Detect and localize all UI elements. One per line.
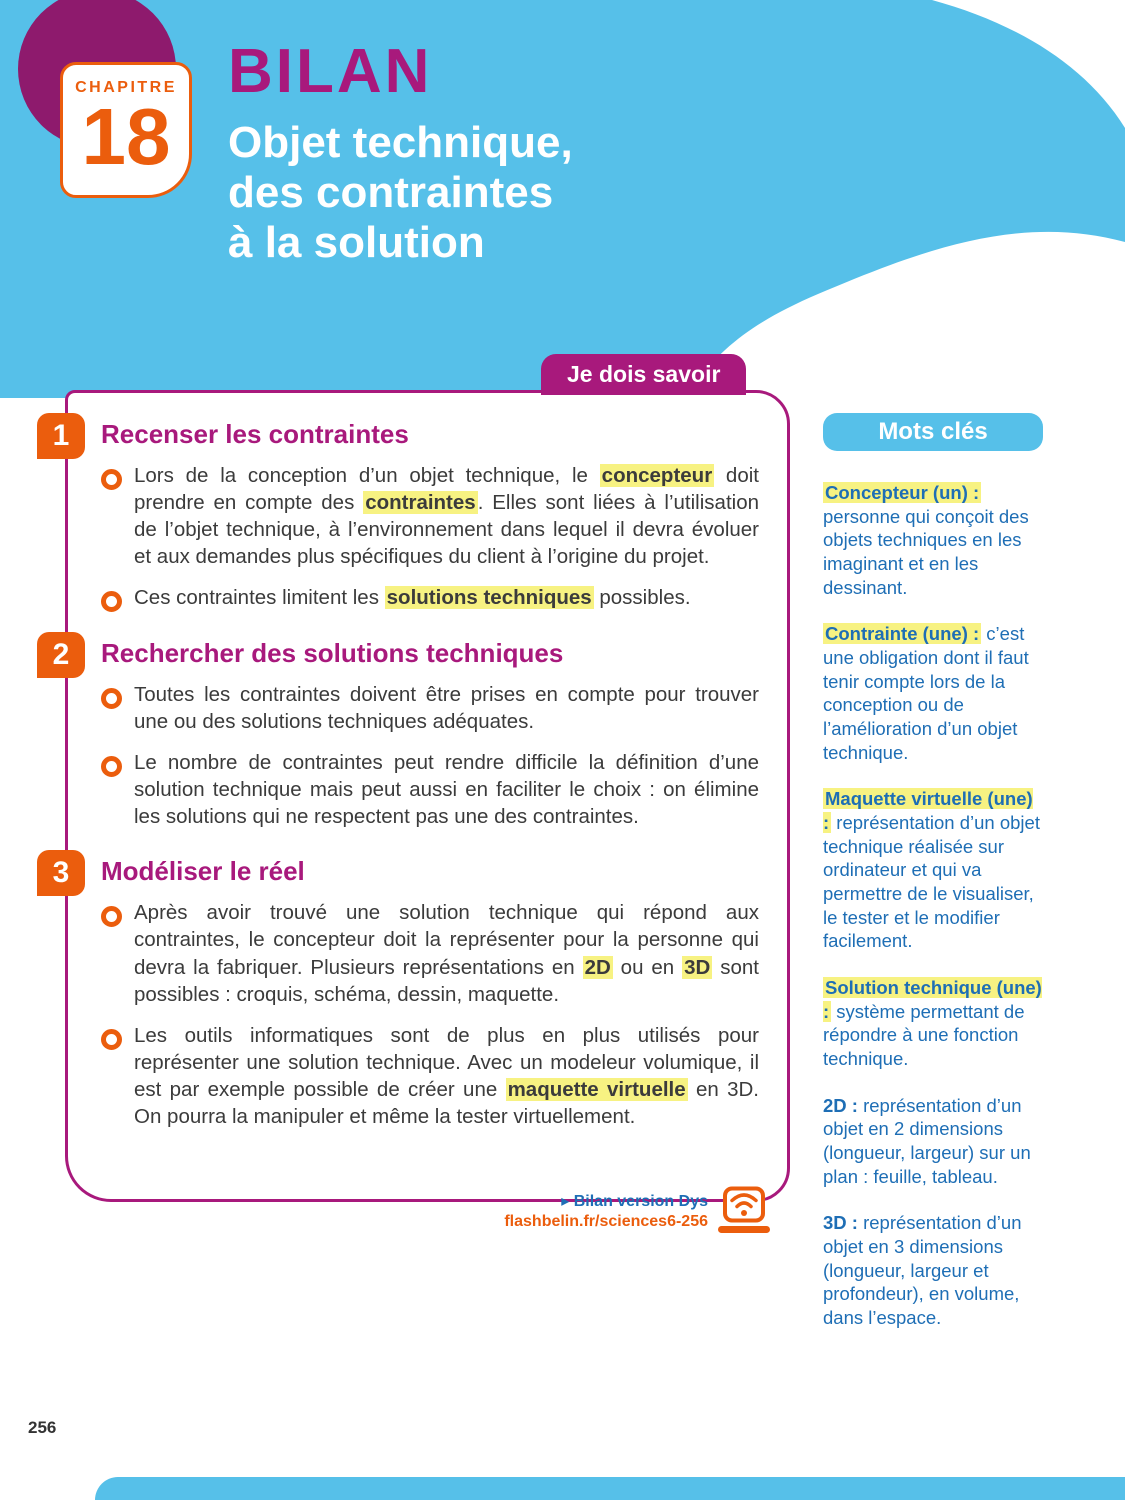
keyword-entry (823, 976, 1043, 1071)
flashbelin-url[interactable]: flashbelin.fr/sciences6-256 (504, 1213, 708, 1230)
keyword-entry (823, 1211, 1043, 1329)
page-title (228, 118, 573, 268)
chapter-number: 18 (81, 92, 171, 181)
chapter-badge (60, 62, 192, 198)
section-title (52, 856, 759, 890)
bullet-text: Après avoir trouvé une solution technique qui répond aux contraintes, le concepteur doit la représenter pour la personne qui devra la fabriquer. Plusieurs représentations en 2D ou en 3D sont possibles : croquis, schéma, dessin, maquette. (134, 901, 759, 1006)
bilan-heading: BILAN (228, 37, 433, 106)
bullet-text: Le nombre de contraintes peut rendre difficile la définition d’une solution technique mais peut aussi en faciliter le choix : on élimine les solutions qui ne respectent pas une des contraintes. (134, 751, 759, 829)
bullet-marker-icon (101, 756, 122, 777)
keyword-definition: représentation d’un objet en 2 dimensions (longueur, largeur) sur un plan : feuille, tableau. (823, 1094, 1031, 1187)
keyword-term: Maquette virtuelle (une) : (823, 788, 1033, 834)
keyword-definition: personne qui conçoit des objets techniques en les imaginant et en les dessinant. (823, 505, 1029, 598)
bullet-text: Toutes les contraintes doivent être prises en compte pour trouver une ou des solutions techniques adéquates. (134, 683, 759, 734)
keyword-definition: c’est une obligation dont il faut tenir compte lors de la conception ou de l’amélioration d’un objet technique. (823, 623, 1029, 763)
section-title-text: Rechercher des solutions techniques (101, 638, 564, 669)
section-number-badge: 2 (37, 632, 85, 678)
section-title (52, 638, 759, 672)
page-number: 256 (28, 1418, 57, 1437)
keywords-sidebar (823, 413, 1043, 1353)
summary-card (52, 361, 790, 1202)
triangle-icon: ▸ (561, 1193, 570, 1210)
keyword-definition: système permettant de répondre à une fonction technique. (823, 1000, 1025, 1070)
dys-version-label (400, 1192, 708, 1212)
keywords-title: Mots clés (823, 413, 1043, 451)
keyword-term: Contrainte (une) : (825, 623, 980, 645)
bullet-text: Ces contraintes limitent les solutions techniques possibles. (134, 586, 691, 610)
bullet-marker-icon (101, 906, 122, 927)
keyword-entry (823, 787, 1043, 953)
section-number-badge: 3 (37, 850, 85, 896)
page-title-line-1: Objet technique, (228, 118, 573, 167)
bullet-item (101, 681, 759, 735)
keyword-entry (823, 481, 1043, 599)
section-title-text: Modéliser le réel (101, 856, 305, 887)
bullet-marker-icon (101, 688, 122, 709)
chapter-label: CHAPITRE (75, 79, 177, 96)
section-title-text: Recenser les contraintes (101, 419, 409, 449)
page-title-line-2: des contraintes (228, 168, 554, 218)
section-modeliser-le-reel (52, 856, 759, 1129)
je-dois-savoir-tab: Je dois savoir (541, 354, 746, 395)
bullet-marker-icon (101, 1029, 122, 1050)
bottom-blue-bar (95, 1477, 1125, 1500)
keyword-entry (823, 1094, 1043, 1189)
keyword-definition: représentation d’un objet technique réalisée sur ordinateur et qui va permettre de le visualiser, le tester et le modifier facilement. (823, 812, 1040, 952)
section-recenser-les-contraintes (52, 419, 759, 612)
bullet-item (101, 1022, 759, 1130)
keyword-term: Solution technique (une) : (823, 977, 1042, 1022)
keyword-entry (823, 622, 1043, 764)
dys-label-text: Bilan version Dys (573, 1193, 708, 1210)
bullet-text: Les outils informatiques sont de plus en plus utilisés pour représenter une solution technique. Avec un modeleur volumique, il est par exemple possible de créer une maquette virtuelle en 3D. On pourra la manipuler et même la tester virtuellement. (134, 1023, 759, 1128)
bullet-item (101, 584, 759, 612)
dys-version-link-block (400, 1192, 708, 1232)
keyword-term: Concepteur (un) : (825, 482, 980, 503)
keyword-term: 2D : (823, 1094, 858, 1116)
bullet-text: Lors de la conception d’un objet technique, le concepteur doit prendre en compte des contraintes. Elles sont liées à l’utilisation de l’objet technique, à l’environnement dans lequel il devra évoluer et aux demandes plus spécifiques du client à l’origine du projet. (134, 464, 759, 569)
bullet-marker-icon (101, 469, 122, 490)
bullet-item (101, 462, 759, 570)
keyword-definition: représentation d’un objet en 3 dimensions (longueur, largeur et profondeur), en volume, dans l’espace. (823, 1212, 1022, 1329)
wifi-device-icon (718, 1186, 770, 1234)
bullet-item (101, 749, 759, 830)
section-rechercher-des-solutions (52, 638, 759, 830)
bullet-marker-icon (101, 591, 122, 612)
section-title (52, 419, 759, 452)
section-number-badge: 1 (37, 413, 85, 459)
page-title-line-3: à la solution (228, 218, 485, 268)
bullet-item (101, 899, 759, 1007)
keyword-term: 3D : (823, 1212, 858, 1234)
